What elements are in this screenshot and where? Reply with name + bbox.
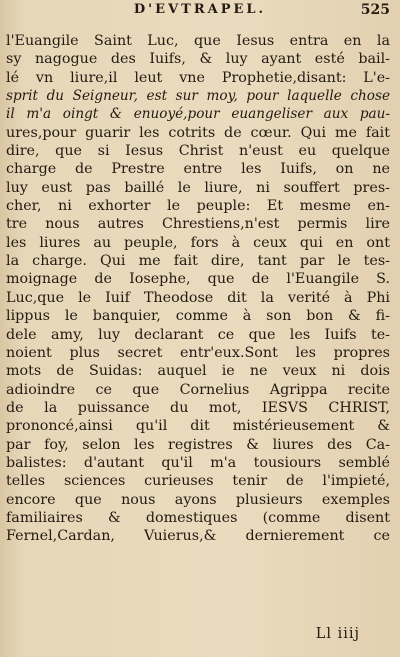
text-line: balistes: d'autant qu'il m'a tousiours semblé <box>6 454 390 471</box>
text-line: luy eust pas baillé le liure, ni souffert pres- <box>6 179 390 196</box>
signature-mark: Ll iiij <box>315 626 360 642</box>
text-line: lé vn liure,il leut vne Prophetie,disant: L'e- <box>6 69 390 86</box>
text-line: familiaires & domestiques (comme disent <box>6 509 390 526</box>
text-line: les liures au peuple, fors à ceux qui en ont <box>6 234 390 251</box>
text-line: sprit du Seigneur, est sur moy, pour laquelle chose <box>6 88 390 105</box>
text-line: cher, ni exhorter le peuple: Et mesme en- <box>6 198 390 215</box>
text-line: encore que nous ayons plusieurs exemples <box>6 491 390 508</box>
page-number: 525 <box>360 2 390 18</box>
text-line: charge de Prestre entre les Iuifs, on ne <box>6 161 390 178</box>
text-line: Luc,que le Iuif Theodose dit la verité à Phi <box>6 289 390 306</box>
text-line: ures,pour guarir les cotrits de cœur. Qui me fait <box>6 124 390 141</box>
text-line: dire, que si Iesus Christ n'eust eu quelque <box>6 143 390 160</box>
text-line: moignage de Iosephe, que de l'Euangile S. <box>6 271 390 288</box>
text-line: de la puissance du mot, IESVS CHRIST, <box>6 399 390 416</box>
text-line: tre nous autres Chrestiens,n'est permis lire <box>6 216 390 233</box>
text-line: Fernel,Cardan, Vuierus,& dernierement ce <box>6 528 390 545</box>
text-line: prononcé,ainsi qu'il dit mistérieusement & <box>6 418 390 435</box>
text-line: mots de Suidas: auquel ie ne veux ni dois <box>6 363 390 380</box>
page-header <box>0 0 400 28</box>
text-line: noient plus secret entr'eux.Sont les propres <box>6 344 390 361</box>
text-line: telles sciences curieuses tenir de l'impieté, <box>6 473 390 490</box>
text-line: l'Euangile Saint Luc, que Iesus entra en la <box>6 33 390 49</box>
text-line: par foy, selon les registres & liures des Ca- <box>6 436 390 453</box>
text-line: sy nagogue des Iuifs, & luy ayant esté bail- <box>6 51 390 68</box>
text-line: la charge. Qui me fait dire, tant par le tes- <box>6 253 390 270</box>
text-line: lippus le banquier, comme à son bon & fi- <box>6 308 390 325</box>
text-line: adioindre ce que Cornelius Agrippa recite <box>6 381 390 398</box>
text-line: il m'a oingt & enuoyé,pour euangeliser aux pau- <box>6 106 390 123</box>
running-head: D'EVTRAPEL. <box>133 2 267 17</box>
text-block <box>6 32 390 546</box>
text-line: dele amy, luy declarant ce que les Iuifs te- <box>6 326 390 343</box>
